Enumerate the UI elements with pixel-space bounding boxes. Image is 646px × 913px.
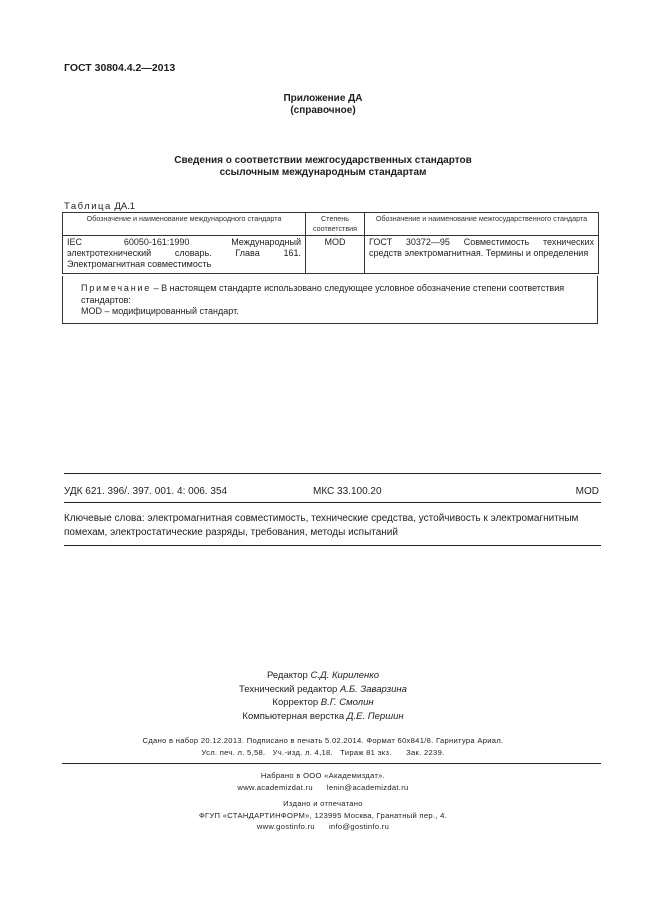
section-heading-line2: ссылочным международным стандартам — [219, 167, 427, 178]
cell-international: IEC 60050-161:1990 Международный электротехнический словарь. Глава 161. Электромагнитная совместимость — [63, 236, 306, 274]
header-degree: Степень соответствия — [306, 213, 365, 236]
table-header-row — [63, 213, 599, 236]
printer-site: www.gostinfo.ru — [256, 822, 315, 831]
cell-degree: MOD — [306, 236, 365, 274]
keywords: Ключевые слова: электромагнитная совместимость, технические средства, устойчивость к электромагнитным помехам, электростатические разряды, требования, методы испытаний — [64, 513, 579, 538]
standard-number: ГОСТ 30804.4.2—2013 — [64, 62, 176, 74]
print-info-line2: Усл. печ. л. 5,58. Уч.-изд. л. 4,18. Тираж 81 экз. Зак. 2239. — [201, 747, 445, 757]
appendix-title-text: Приложение ДА — [283, 93, 363, 104]
publisher-email: lenin@academizdat.ru — [326, 782, 409, 792]
appendix-subtitle: (справочное) — [290, 105, 356, 116]
credits — [0, 669, 646, 723]
table-caption — [64, 201, 135, 212]
note-text — [69, 283, 591, 306]
printer-printed: Издано и отпечатано — [283, 799, 363, 808]
credit-layout — [0, 710, 646, 724]
credit-role: Корректор — [272, 697, 321, 708]
printer-address: ФГУП «СТАНДАРТИНФОРМ», 123995 Москва, Гранатный пер., 4. — [198, 810, 448, 820]
credit-role: Редактор — [266, 670, 311, 681]
credit-name: Д.Е. Першин — [346, 710, 404, 722]
section-heading — [0, 155, 646, 179]
divider-middle — [64, 502, 601, 503]
publisher-contacts — [0, 782, 646, 794]
divider-top — [64, 473, 601, 474]
mod-code: MOD — [575, 486, 599, 497]
section-heading-line1: Сведения о соответствии межгосударственных стандартов — [174, 155, 472, 166]
publisher-typeset: Набрано в ООО «Академиздат». — [260, 771, 386, 780]
printer-info — [0, 798, 646, 833]
mks-code: МКС 33.100.20 — [313, 486, 382, 497]
divider-bottom — [64, 545, 601, 546]
classification-row — [64, 486, 599, 497]
note-legend: MOD – модифицированный стандарт. — [81, 306, 239, 316]
printer-email: info@gostinfo.ru — [328, 822, 390, 831]
cell-interstate: ГОСТ 30372—95 Совместимость технических средств электромагнитная. Термины и определения — [365, 236, 599, 274]
print-info — [0, 735, 646, 758]
table-row — [63, 236, 599, 274]
table-caption-number: ДА.1 — [111, 201, 136, 212]
credit-editor — [0, 669, 646, 683]
credit-name: А.Б. Заварзина — [339, 683, 407, 695]
appendix-title — [0, 93, 646, 117]
correspondence-table — [62, 212, 599, 274]
table-note — [62, 276, 598, 324]
publisher-info — [0, 770, 646, 793]
credit-name: В.Г. Смолин — [320, 697, 374, 708]
credit-tech-editor — [0, 683, 646, 697]
print-info-line1: Сдано в набор 20.12.2013. Подписано в печать 5.02.2014. Формат 60x841/8. Гарнитура Ариал. — [142, 736, 504, 745]
table-caption-label: Таблица — [64, 201, 112, 212]
credit-name: С.Д. Кириленко — [310, 670, 380, 681]
printer-contacts — [0, 821, 646, 833]
credit-role: Технический редактор — [239, 683, 340, 695]
header-international: Обозначение и наименование международного стандарта — [63, 213, 306, 236]
udk-code: УДК 621. 396/. 397. 001. 4: 006. 354 — [64, 486, 228, 497]
publisher-site: www.academizdat.ru — [237, 782, 313, 792]
note-body: – В настоящем стандарте использовано следующее условное обозначение степени соответствия стандартов: — [81, 283, 565, 305]
divider-imprint — [62, 763, 601, 764]
credit-role: Компьютерная верстка — [242, 710, 347, 722]
note-label: Примечание — [81, 283, 152, 293]
header-interstate: Обозначение и наименование межгосударственного стандарта — [365, 213, 599, 236]
credit-proofreader — [0, 696, 646, 710]
